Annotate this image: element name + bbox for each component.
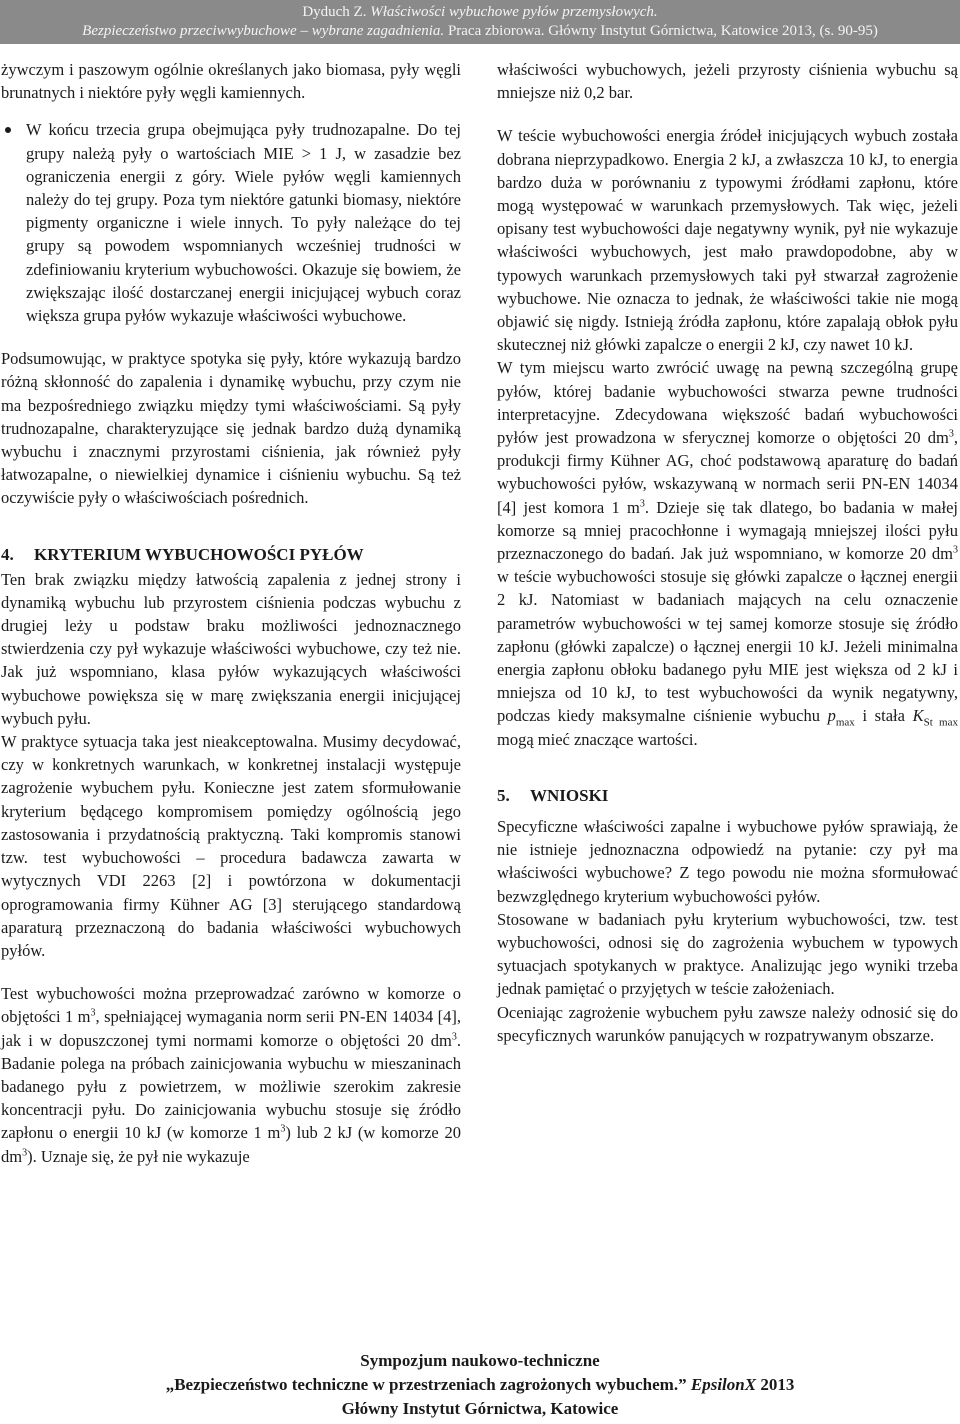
- paragraph: żywczym i paszowym ogólnie określanych jako biomasa, pyły węgli brunatnych i niektóre pyły węgli kamiennych.: [1, 60, 461, 103]
- left-column: [1, 58, 461, 1168]
- paragraph: Ten brak związku między łatwością zapalenia z jednej strony i dynamiką wybuchu lub przyrostem ciśnienia podczas wybuchu z drugiej leży u podstaw braku możliwości jednoznacznego stwierdzenia czy pył wykazuje właściwości wybuchowe, czy też nie. Jak już wspomniano, klasa pyłów wykazujących właściwości wybuchowe powiększa się w marę zwiększania energii inicjującej wybuch pyłu.: [1, 569, 461, 728]
- section-heading-4: [1, 542, 461, 568]
- paragraph: Oceniając zagrożenie wybuchem pyłu zawsze należy odnosić się do specyficznych warunków panujących w rozpatrywanym obszarze.: [497, 1002, 958, 1045]
- section-number: 5.: [497, 785, 510, 805]
- header-citation-line1: [0, 0, 960, 21]
- header-citation-line2: [0, 21, 960, 41]
- paragraph: Podsumowując, w praktyce spotyka się pyły, które wykazują bardzo różną skłonność do zapalenia i dynamikę wybuchu, przy czym nie ma bezpośredniego związku między tymi właściwościami. Są pyły trudnozapalne, charakteryzujące się jednak bardzo dużą dynamiką wybuchu i znacznymi przyrostami ciśnienia, jak również pyły łatwozapalne, o niewielkiej dynamice i ciśnieniu wybuchu. Są też oczywiście pyły o właściwościach pośrednich.: [1, 349, 461, 508]
- bullet-dot-icon: [5, 127, 11, 133]
- bullet-item: [1, 118, 461, 327]
- page-footer: [0, 1349, 960, 1421]
- section-number: 4.: [1, 544, 14, 564]
- paragraph: W tym miejscu warto zwrócić uwagę na pewną szczególną grupę pyłów, której badanie wybuchowości stwarza pewne trudności interpretacyjne. Zdecydowana większość badań wybuchowości pyłów jest prowadzona w sferycznej komorze o objętości 20 $dm^3$, produkcji firmy Kühner AG, choć podstawową aparaturę do badań wybuchowości pyłów, wskazywaną w normach serii PN-EN 14034 [4] jest komora 1 $m^3$. Dzieje się tak dlatego, bo badania w małej komorze są mniej pracochłonne i wymagają mniejszej ilości pyłu przeznaczonego do badań. Jak już wspomniano, w komorze 20 $dm^3$ w teście wybuchowości stosuje się główki zapalcze o łącznej energii 2 kJ. Natomiast w badaniach mających na celu oznaczenie parametrów wybuchowości w tej samej komorze stosuje się źródło zapłonu (główki zapalcze) o łącznej energii 10 kJ. Jeżeli minimalna energia zapłonu obłoku badanego pyłu MIE jest większa od 2 kJ i mniejsza od 10 kJ, to test wybuchowości da wynik negatywny, podczas kiedy maksymalne ciśnienie wybuchu $p_{max}$ i stała $K_{St max}$ mogą mieć znaczące wartości.: [497, 358, 959, 749]
- paragraph: właściwości wybuchowych, jeżeli przyrosty ciśnienia wybuchu są mniejsze niż 0,2 bar.: [497, 60, 958, 103]
- header-source-italic: Bezpieczeństwo przeciwwybuchowe – wybrane zagadnienia.: [82, 23, 445, 39]
- paragraph: W teście wybuchowości energia źródeł inicjujących wybuch została dobrana nieprzypadkowo. Energia 2 kJ, a zwłaszcza 10 kJ, to energia bardzo duża w porównaniu z typowymi źródłami zapłonu, które mogą występować w warunkach przemysłowych. Tak więc, jeżeli opisany test wybuchowości daje negatywny wynik, pył nie wykazuje właściwości wybuchowych, jest mało prawdopodobne, aby w typowych warunkach przemysłowych taki pył stwarzał zagrożenie wybuchowe. Nie oznacza to jednak, że właściwości takie nie mogą objawić się nigdy. Istnieją źródła zapłonu, które zapalają obłok pyłu skutecznej niż główki zapalcze o energii 2 kJ, czy nawet 10 kJ.: [497, 126, 958, 355]
- footer-line1: Sympozjum naukowo-techniczne: [360, 1351, 600, 1370]
- header-title: Właściwości wybuchowe pyłów przemysłowych.: [370, 4, 658, 20]
- footer-line2: „Bezpieczeństwo techniczne w przestrzeniach zagrożonych wybuchem.” EpsilonX 2013: [165, 1375, 795, 1394]
- section-heading-5: [497, 783, 958, 809]
- bullet-text: W końcu trzecia grupa obejmująca pyły trudnozapalne. Do tej grupy należą pyły o wartościach MIE > 1 J, w zasadzie bez ograniczenia energii z góry. Wiele pyłów węgli kamiennych należy do tej grupy. Poza tym niektóre gatunki biomasy, niektóre pigmenty organiczne i wiele innych. To pyły należące do tej grupy są powodem wspomnianych wcześniej trudności w zdefiniowaniu kryterium wybuchowości. Okazuje się bowiem, że zwiększając ilość dostarczanej energii inicjującej wybuch coraz większa grupa pyłów wykazuje właściwości wybuchowe.: [26, 120, 461, 326]
- header-author: Dyduch Z.: [302, 4, 367, 20]
- paragraph: Test wybuchowości można przeprowadzać zarówno w komorze o objętości 1 $m^3$, spełniającej wymagania norm serii PN-EN 14034 [4], jak i w dopuszczonej tymi normami komorze o objętości 20 $dm^3$. Badanie polega na próbach zainicjowania wybuchu w mieszaninach badanego pyłu z powietrzem, w możliwie szerokim zakresie koncentracji pyłu. Do zainicjowania wybuchu stosuje się źródło zapłonu o energii 10 kJ (w komorze 1 $m^3$) lub 2 kJ (w komorze 20 $dm^3$). Uznaje się, że pył nie wykazuje: [1, 984, 461, 1166]
- paragraph: Stosowane w badaniach pyłu kryterium wybuchowości, tzw. test wybuchowości, odnosi się do zagrożenia wybuchem w typowych sytuacjach spotykanych w praktyce. Analizując jego wyniki trzeba jednak pamiętać o przyjętych w teście założeniach.: [497, 909, 958, 999]
- paragraph: Specyficzne właściwości zapalne i wybuchowe pyłów sprawiają, że nie istnieje jednoznaczna odpowiedź na pytanie: czy pył ma właściwości wybuchowe? Z tego powodu nie można sformułować bezwzględnego kryterium wybuchowości pyłów.: [497, 816, 958, 906]
- page-header: [0, 0, 960, 44]
- right-column: [497, 58, 958, 1047]
- header-source: Praca zbiorowa. Główny Instytut Górnictwa, Katowice 2013, (s. 90-95): [444, 23, 878, 39]
- section-title: KRYTERIUM WYBUCHOWOŚCI PYŁÓW: [34, 544, 364, 564]
- footer-line3: Główny Instytut Górnictwa, Katowice: [341, 1399, 619, 1418]
- paragraph: W praktyce sytuacja taka jest nieakceptowalna. Musimy decydować, czy w konkretnych warunkach, w konkretnej instalacji występuje zagrożenie wybuchem pyłu. Konieczne jest zatem sformułowanie kryterium będącego kompromisem pomiędzy ogólnością jego zastosowania i przydatnością praktyczną. Taki kompromis stanowi tzw. test wybuchowości – procedura badawcza zawarta w wytycznych VDI 2263 [2] i powtórzona w dokumentacji oprogramowania firmy Kühner AG [3] sterującego standardową aparaturą przeznaczoną do badania właściwości wybuchowych pyłów.: [1, 732, 461, 960]
- section-title: WNIOSKI: [530, 785, 609, 805]
